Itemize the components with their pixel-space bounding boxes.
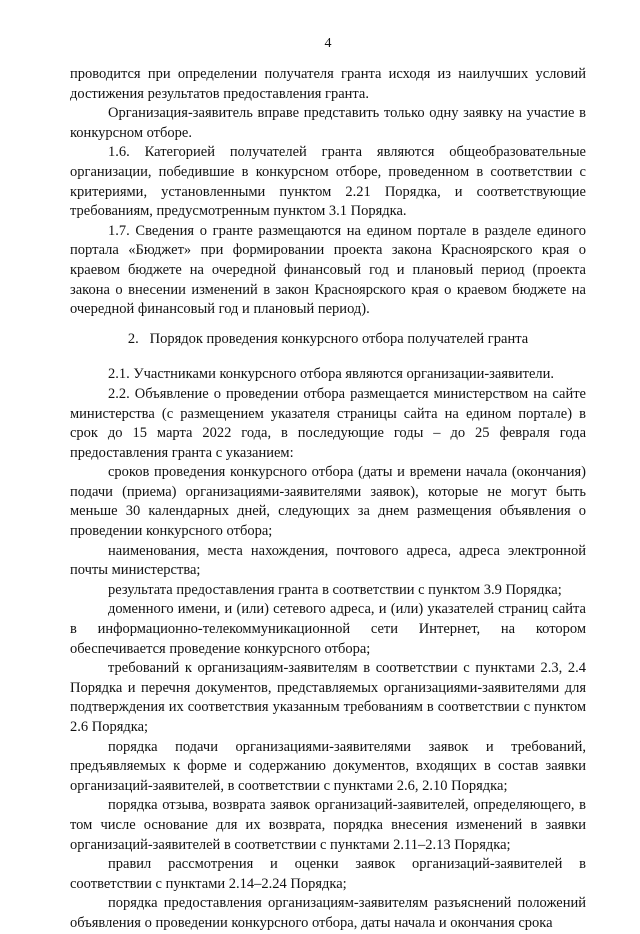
- list-item: наименования, места нахождения, почтового адреса, адреса электронной почты министерства;: [70, 542, 586, 579]
- list-item: порядка предоставления организациям-заявителям разъяснений положений объявления о проведении конкурсного отбора, даты начала и окончания срока: [70, 895, 586, 931]
- list-item: доменного имени, и (или) сетевого адреса, и (или) указателей страниц сайта в информационно-телекоммуникационной сети Интернет, на котором обеспечивается проведение конкурсного отбора;: [70, 601, 586, 657]
- paragraph-clause-2-1: 2.1. Участниками конкурсного отбора являются организации-заявители.: [108, 366, 555, 383]
- list-item: порядка подачи организациями-заявителями заявок и требований, предъявляемых к форме и содержанию документов, входящих в состав заявки организаций-заявителей, в соответствии с пунктами 2.6, 2.10 Порядка;: [70, 738, 586, 794]
- paragraph-clause-1-6: 1.6. Категорией получателей гранта являются общеобразовательные организации, победившие в конкурсном отборе, проведенном в соответствии с критериями, установленными пунктом 2.21 Порядка, и соответствующие требованиям, предусмотренным пунктом 3.1 Порядка.: [70, 144, 586, 220]
- list-item: требований к организациям-заявителям в соответствии с пунктами 2.3, 2.4 Порядка и перечня документов, представляемых организациями-заявителями для подтверждения их соответствия указанным требованиям в соответствии с пунктом 2.6 Порядка;: [70, 660, 586, 735]
- section-heading: 2. Порядок проведения конкурсного отбора получателей гранта: [127, 330, 529, 347]
- list-item: правил рассмотрения и оценки заявок организаций-заявителей в соответствии с пунктами 2.14–2.24 Порядка;: [70, 856, 586, 892]
- paragraph-clause-1-7: 1.7. Сведения о гранте размещаются на едином портале в разделе единого портала «Бюджет» при формировании проекта закона Красноярского края о краевом бюджете на очередной финансовый год и плановый период (проекта закона о внесении изменений в закон Красноярского края о краевом бюджете на очередной финансовый год и плановый период).: [70, 222, 586, 318]
- list-item: результата предоставления гранта в соответствии с пунктом 3.9 Порядка;: [108, 581, 562, 598]
- page-number: 4: [324, 36, 332, 51]
- list-item: порядка отзыва, возврата заявок организаций-заявителей, определяющего, в том числе основание для их возврата, порядка внесения изменений в заявки организаций-заявителей в соответствии с пунктами 2.11–2.13 Порядка;: [70, 797, 586, 853]
- paragraph-clause-2-2: 2.2. Объявление о проведении отбора размещается министерством на сайте министерства (с размещением указателя страницы сайта на едином портале) в срок до 15 марта 2022 года, в последующие годы – до 25 февраля года предоставления гранта с указанием:: [70, 385, 586, 461]
- paragraph: Организация-заявитель вправе представить только одну заявку на участие в конкурсном отборе.: [70, 105, 586, 141]
- list-item: сроков проведения конкурсного отбора (даты и времени начала (окончания) подачи (приема) организациями-заявителями заявок), которые не могут быть меньше 30 календарных дней, следующих за днем размещения объявления о проведении конкурсного отбора;: [70, 464, 586, 540]
- document-body: [70, 65, 586, 934]
- paragraph: проводится при определении получателя гранта исходя из наилучших условий достижения результатов предоставления гранта.: [70, 66, 586, 102]
